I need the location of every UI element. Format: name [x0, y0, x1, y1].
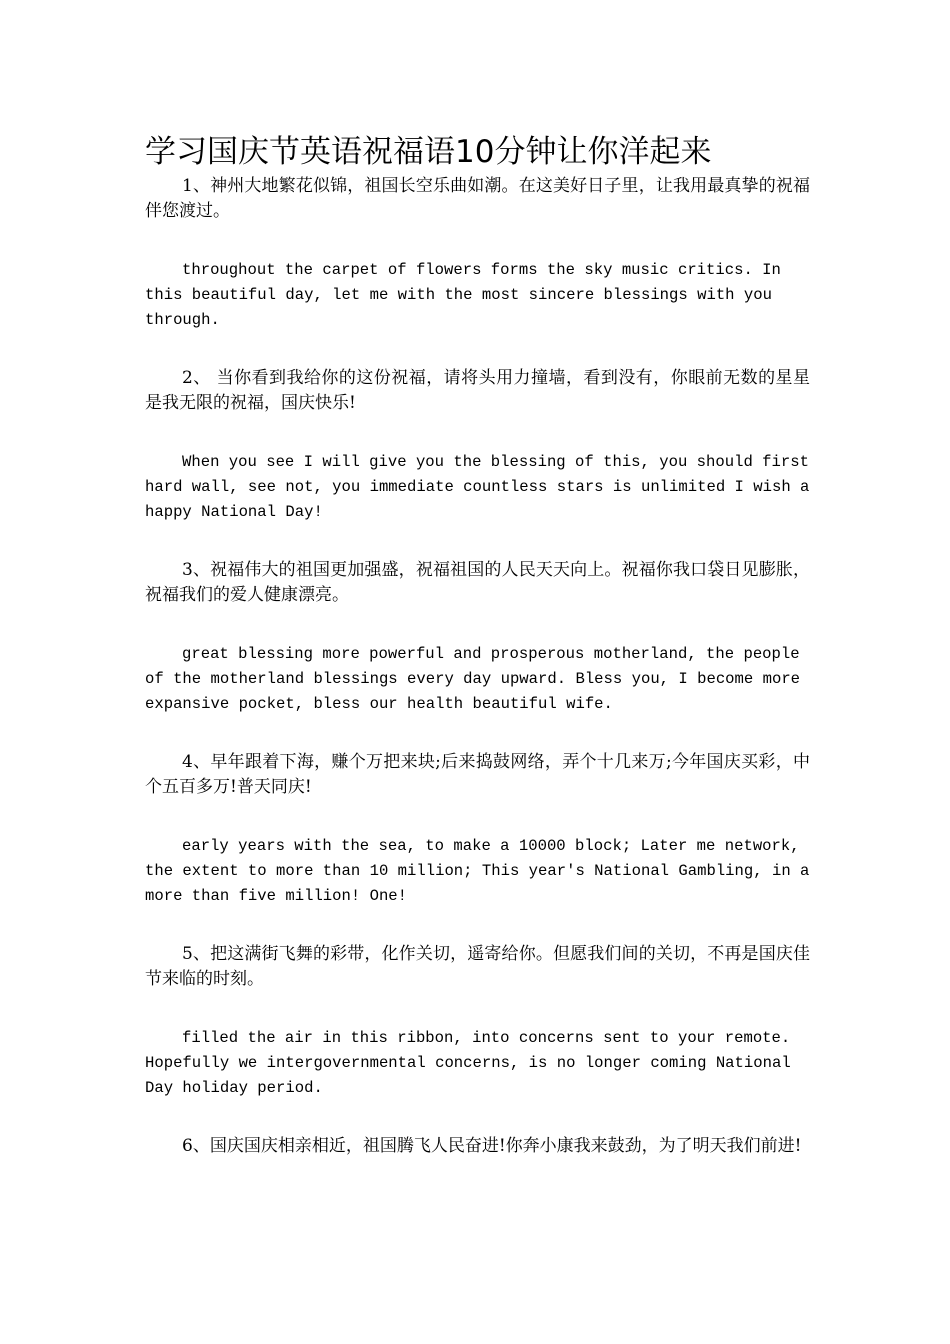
document-title: 学习国庆节英语祝福语10分钟让你洋起来 [145, 134, 712, 170]
paragraph-gap [145, 333, 810, 366]
paragraph-zh-2: 2、 当你看到我给你的这份祝福，请将头用力撞墙，看到没有，你眼前无数的星星是我无限的祝福，国庆快乐! [145, 368, 810, 413]
paragraph-gap [145, 800, 810, 834]
paragraph-zh-5: 5、把这满街飞舞的彩带，化作关切，遥寄给你。但愿我们间的关切，不再是国庆佳节来临的时刻。 [145, 944, 810, 989]
paragraph-en-2: When you see I will give you the blessing of this, you should first hard wall, see not, you immediate countless stars is unlimited I wish a happy National Day! [145, 453, 810, 521]
paragraph-gap [145, 717, 810, 750]
paragraph-gap [145, 224, 810, 258]
paragraph-zh-3: 3、祝福伟大的祖国更加强盛，祝福祖国的人民天天向上。祝福你我口袋日见膨胀，祝福我们的爱人健康漂亮。 [145, 560, 810, 605]
paragraph-en-4: early years with the sea, to make a 10000 block; Later me network, the extent to more than 10 million; This year's National Gambling, in a more than five million! One! [145, 837, 810, 905]
paragraph-zh-6: 6、国庆国庆相亲相近，祖国腾飞人民奋进!你奔小康我来鼓劲，为了明天我们前进! [182, 1136, 802, 1156]
paragraph-gap [145, 992, 810, 1026]
paragraph-gap [145, 608, 810, 642]
paragraph-en-1: throughout the carpet of flowers forms the sky music critics. In this beautiful day, let me with the most sincere blessings with you through. [145, 261, 781, 329]
paragraph-en-5: filled the air in this ribbon, into concerns sent to your remote. Hopefully we intergovernmental concerns, is no longer coming National Day holiday period. [145, 1029, 791, 1097]
paragraph-zh-4: 4、早年跟着下海，赚个万把来块;后来捣鼓网络，弄个十几来万;今年国庆买彩，中个五百多万!普天同庆! [145, 752, 810, 797]
document-page [145, 130, 810, 1159]
paragraph-gap [145, 1101, 810, 1134]
paragraph-gap [145, 416, 810, 450]
paragraph-zh-1: 1、神州大地繁花似锦，祖国长空乐曲如潮。在这美好日子里，让我用最真挚的祝福伴您渡过。 [145, 176, 810, 221]
paragraph-gap [145, 525, 810, 558]
paragraph-gap [145, 909, 810, 942]
paragraph-en-3: great blessing more powerful and prosperous motherland, the people of the motherland blessings every day upward. Bless you, I become more expansive pocket, bless our health beautiful wife. [145, 645, 801, 713]
